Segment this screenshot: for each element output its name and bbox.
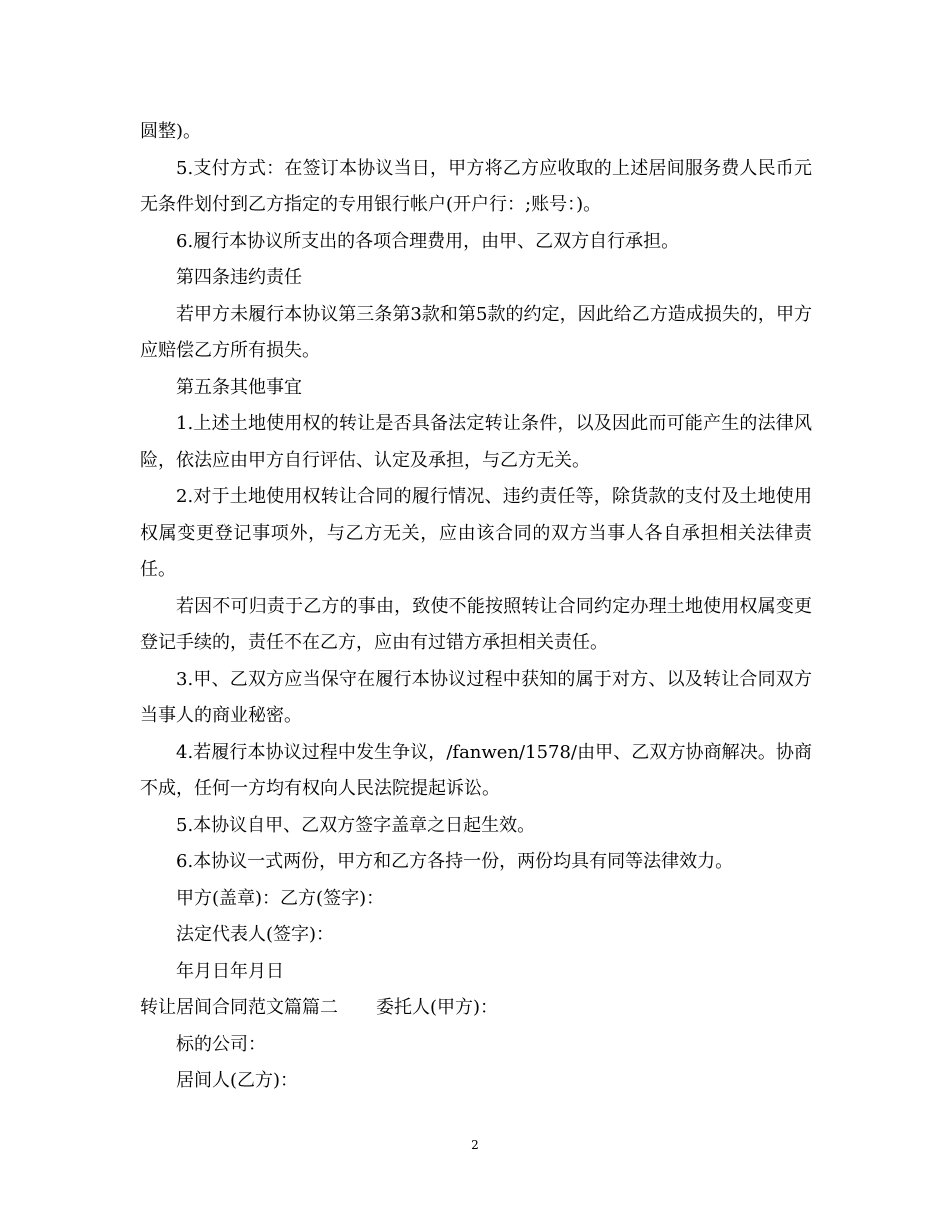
paragraph: 4.若履行本协议过程中发生争议，/fanwen/1578/由甲、乙双方协商解决。协商不成，任何一方均有权向人民法院提起诉讼。 — [140, 741, 812, 799]
signature-line: 甲方(盖章)：乙方(签字)： — [176, 887, 385, 909]
date-line: 年月日年月日 — [176, 960, 284, 982]
paragraph: 若因不可归责于乙方的事由，致使不能按照转让合同约定办理土地使用权属变更登记手续的，责任不在乙方，应由有过错方承担相关责任。 — [140, 595, 812, 653]
section-heading: 第四条违约责任 — [176, 267, 302, 288]
signature-line: 法定代表人(签字)： — [176, 924, 335, 945]
paragraph: 2.对于土地使用权转让合同的履行情况、违约责任等，除货款的支付及土地使用权属变更登记事项外，与乙方无关，应由该合同的双方当事人各自承担相关法律责任。 — [140, 486, 812, 580]
paragraph: 3.甲、乙双方应当保守在履行本协议过程中获知的属于对方、以及转让合同双方当事人的商业秘密。 — [140, 668, 812, 726]
document-title: 转让居间合同范文篇篇二 — [140, 997, 338, 1018]
paragraph: 圆整)。 — [140, 121, 202, 142]
paragraph: 6.履行本协议所支出的各项合理费用，由甲、乙双方自行承担。 — [176, 230, 680, 252]
paragraph: 若甲方未履行本协议第三条第3款和第5款的约定，因此给乙方造成损失的，甲方应赔偿乙方所有损失。 — [140, 303, 812, 361]
page-number: 2 — [471, 1138, 479, 1152]
paragraph: 5.支付方式：在签订本协议当日，甲方将乙方应收取的上述居间服务费人民币元无条件划付到乙方指定的专用银行帐户(开户行：;账号：)。 — [140, 157, 812, 215]
paragraph: 1.上述土地使用权的转让是否具备法定转让条件，以及因此而可能产生的法律风险，依法应由甲方自行评估、认定及承担，与乙方无关。 — [140, 413, 812, 471]
paragraph: 5.本协议自甲、乙双方签字盖章之日起生效。 — [176, 814, 536, 836]
form-line: 标的公司： — [176, 1033, 266, 1055]
party-a-label: 委托人(甲方)： — [376, 997, 499, 1018]
section-heading: 第五条其他事宜 — [176, 376, 302, 398]
document-body — [140, 114, 812, 1100]
document-title-line — [140, 990, 812, 1027]
paragraph: 6.本协议一式两份，甲方和乙方各持一份，两份均具有同等法律效力。 — [176, 851, 734, 872]
form-line: 居间人(乙方)： — [176, 1070, 299, 1091]
